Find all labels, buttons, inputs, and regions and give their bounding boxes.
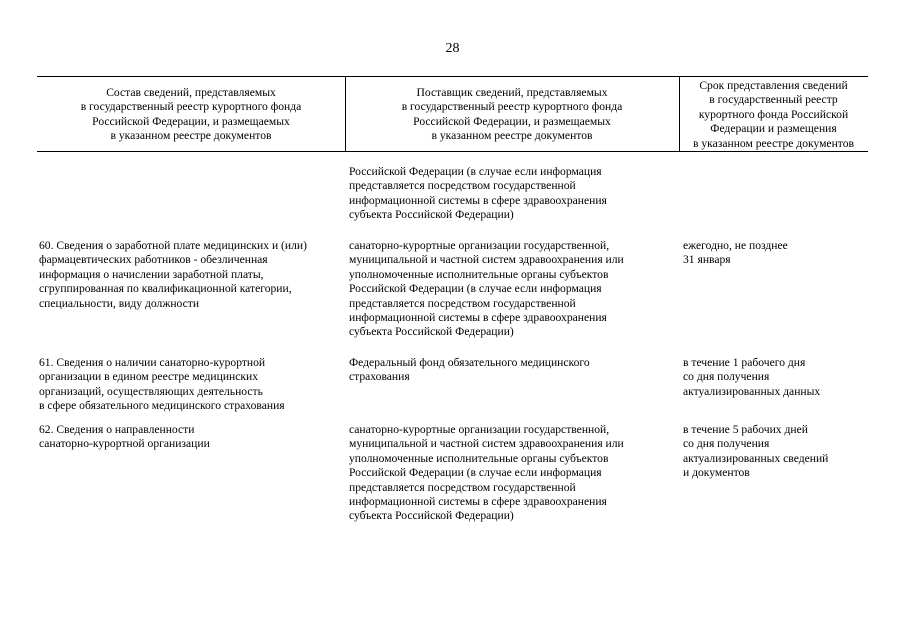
column-header-contents: Состав сведений, представляемых в государственный реестр курортного фонда Российской Федерации, и размещаемых в указанном реестре документов xyxy=(80,86,302,143)
table-row-62-supplier: санаторно-курортные организации государственной, муниципальной и частной систем здравоохранения или уполномоченные исполнительные органы субъектов Российской Федерации (в случае если информация представляется посредством государственной информационной системы в сфере здравоохранения субъекта Российской Федерации) xyxy=(349,423,624,523)
table-row-60-deadline: ежегодно, не позднее 31 января xyxy=(683,239,788,267)
page-number: 28 xyxy=(445,41,460,56)
table-top-rule xyxy=(37,76,868,77)
table-row-62-deadline: в течение 5 рабочих дней со дня получения актуализированных сведений и документов xyxy=(683,423,829,480)
table-header-rule xyxy=(37,151,868,152)
column-header-supplier: Поставщик сведений, представляемых в государственный реестр курортного фонда Российской Федерации, и размещаемых в указанном реестре документов xyxy=(401,86,623,143)
column-header-deadline: Срок представления сведений в государственный реестр курортного фонда Российской Федерации и размещения в указанном реестре документов xyxy=(693,79,854,150)
table-row-61-deadline: в течение 1 рабочего дня со дня получения актуализированных данных xyxy=(683,356,821,398)
table-row-60-item: 60. Сведения о заработной плате медицинских и (или) фармацевтических работников - обезличенная информация о начислении заработной платы, сгруппированная по квалификационной категории, специальности, виду должности xyxy=(39,239,307,310)
table-row-62-item: 62. Сведения о направленности санаторно-курортной организации xyxy=(39,423,210,451)
table-row-60-supplier: санаторно-курортные организации государственной, муниципальной и частной систем здравоохранения или уполномоченные исполнительные органы субъектов Российской Федерации (в случае если информация представляется посредством государственной информационной системы в сфере здравоохранения субъекта Российской Федерации) xyxy=(349,239,624,339)
table-row-0-supplier: Российской Федерации (в случае если информация представляется посредством государственной информационной системы в сфере здравоохранения субъекта Российской Федерации) xyxy=(349,165,607,222)
table-row-61-supplier: Федеральный фонд обязательного медицинского страхования xyxy=(349,356,590,384)
table-row-61-item: 61. Сведения о наличии санаторно-курортной организации в едином реестре медицинских организаций, осуществляющих деятельность в сфере обязательного медицинского страхования xyxy=(39,356,285,413)
